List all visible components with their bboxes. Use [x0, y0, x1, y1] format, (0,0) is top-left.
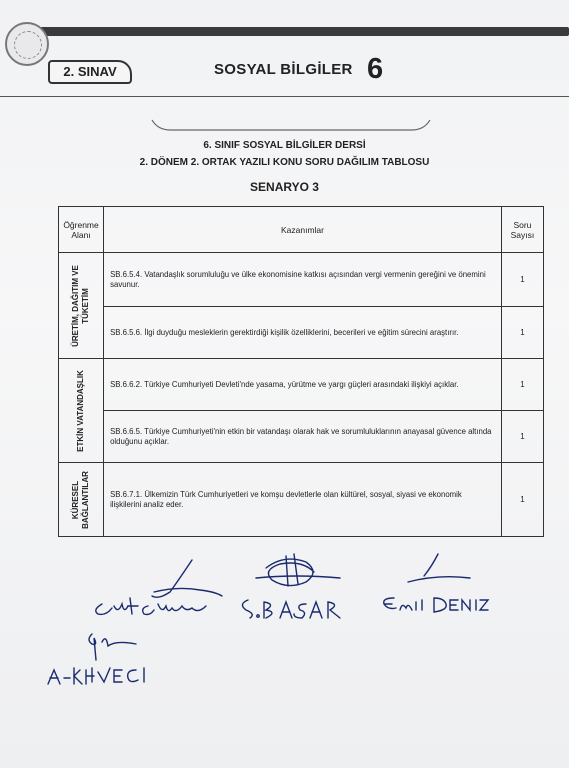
question-count: 1: [501, 253, 543, 307]
signature-a-kahveci: [42, 628, 158, 690]
area-cell: [59, 253, 104, 359]
table-header-row: [59, 207, 544, 253]
header-kazanim: Kazanımlar: [104, 207, 502, 253]
top-band: [40, 27, 569, 36]
kazanim-text: SB.6.5.6. İlgi duyduğu mesleklerin gerektirdiği kişilik özelliklerini, becerileri ve eğitim sürecini araştırır.: [104, 307, 502, 359]
signature-emin-deniz: [378, 548, 490, 618]
course-title: 6. SINIF SOSYAL BİLGİLER DERSİ: [203, 140, 366, 151]
area-cell: [59, 359, 104, 463]
exam-number-tab: 2. SINAV: [48, 60, 132, 84]
table-row: [59, 411, 544, 463]
question-count: 1: [501, 411, 543, 463]
grade-number: 6: [367, 53, 384, 85]
area-cell: [59, 463, 104, 537]
table-row: [59, 359, 544, 411]
area-label: KÜRESEL BAĞLANTILAR: [71, 470, 91, 529]
question-count: 1: [501, 463, 543, 537]
topic-distribution-table: [58, 206, 544, 537]
table-row: [59, 307, 544, 359]
kazanim-text: SB.6.6.5. Türkiye Cumhuriyeti'nin etkin bir vatandaşı olarak hak ve sorumluluklarının anayasal güvence altında olduğunu açıklar.: [104, 411, 502, 463]
area-label: ÜRETİM, DAĞITIM VE TÜKETİM: [71, 264, 91, 347]
title-decoration: [150, 118, 432, 134]
subject-title: SOSYAL BİLGİLER: [214, 61, 353, 78]
header-area: Öğrenme Alanı: [59, 207, 104, 253]
kazanim-text: SB.6.6.2. Türkiye Cumhuriyeti Devleti'nde yasama, yürütme ve yargı güçleri arasındaki ilişkiyi açıklar.: [104, 359, 502, 411]
area-label: ETKİN VATANDAŞLIK: [76, 369, 86, 452]
signature-cahit-guruz: [88, 556, 228, 618]
signature-s-basar: [236, 548, 348, 620]
header-count: Soru Sayısı: [501, 207, 543, 253]
question-count: 1: [501, 359, 543, 411]
kazanim-text: SB.6.5.4. Vatandaşlık sorumluluğu ve ülke ekonomisine katkısı açısından vergi vermenin gereğini ve önemini savunur.: [104, 253, 502, 307]
scenario-title: SENARYO 3: [250, 180, 319, 194]
table-row: [59, 463, 544, 537]
kazanim-text: SB.6.7.1. Ülkemizin Türk Cumhuriyetleri ve komşu devletlerle olan kültürel, sosyal, siyasi ve ekonomik ilişkilerini analiz eder.: [104, 463, 502, 537]
table-title: 2. DÖNEM 2. ORTAK YAZILI KONU SORU DAĞILIM TABLOSU: [139, 157, 430, 168]
table-row: [59, 253, 544, 307]
ministry-logo-icon: [5, 22, 49, 66]
question-count: 1: [501, 307, 543, 359]
header-divider: [0, 96, 569, 97]
